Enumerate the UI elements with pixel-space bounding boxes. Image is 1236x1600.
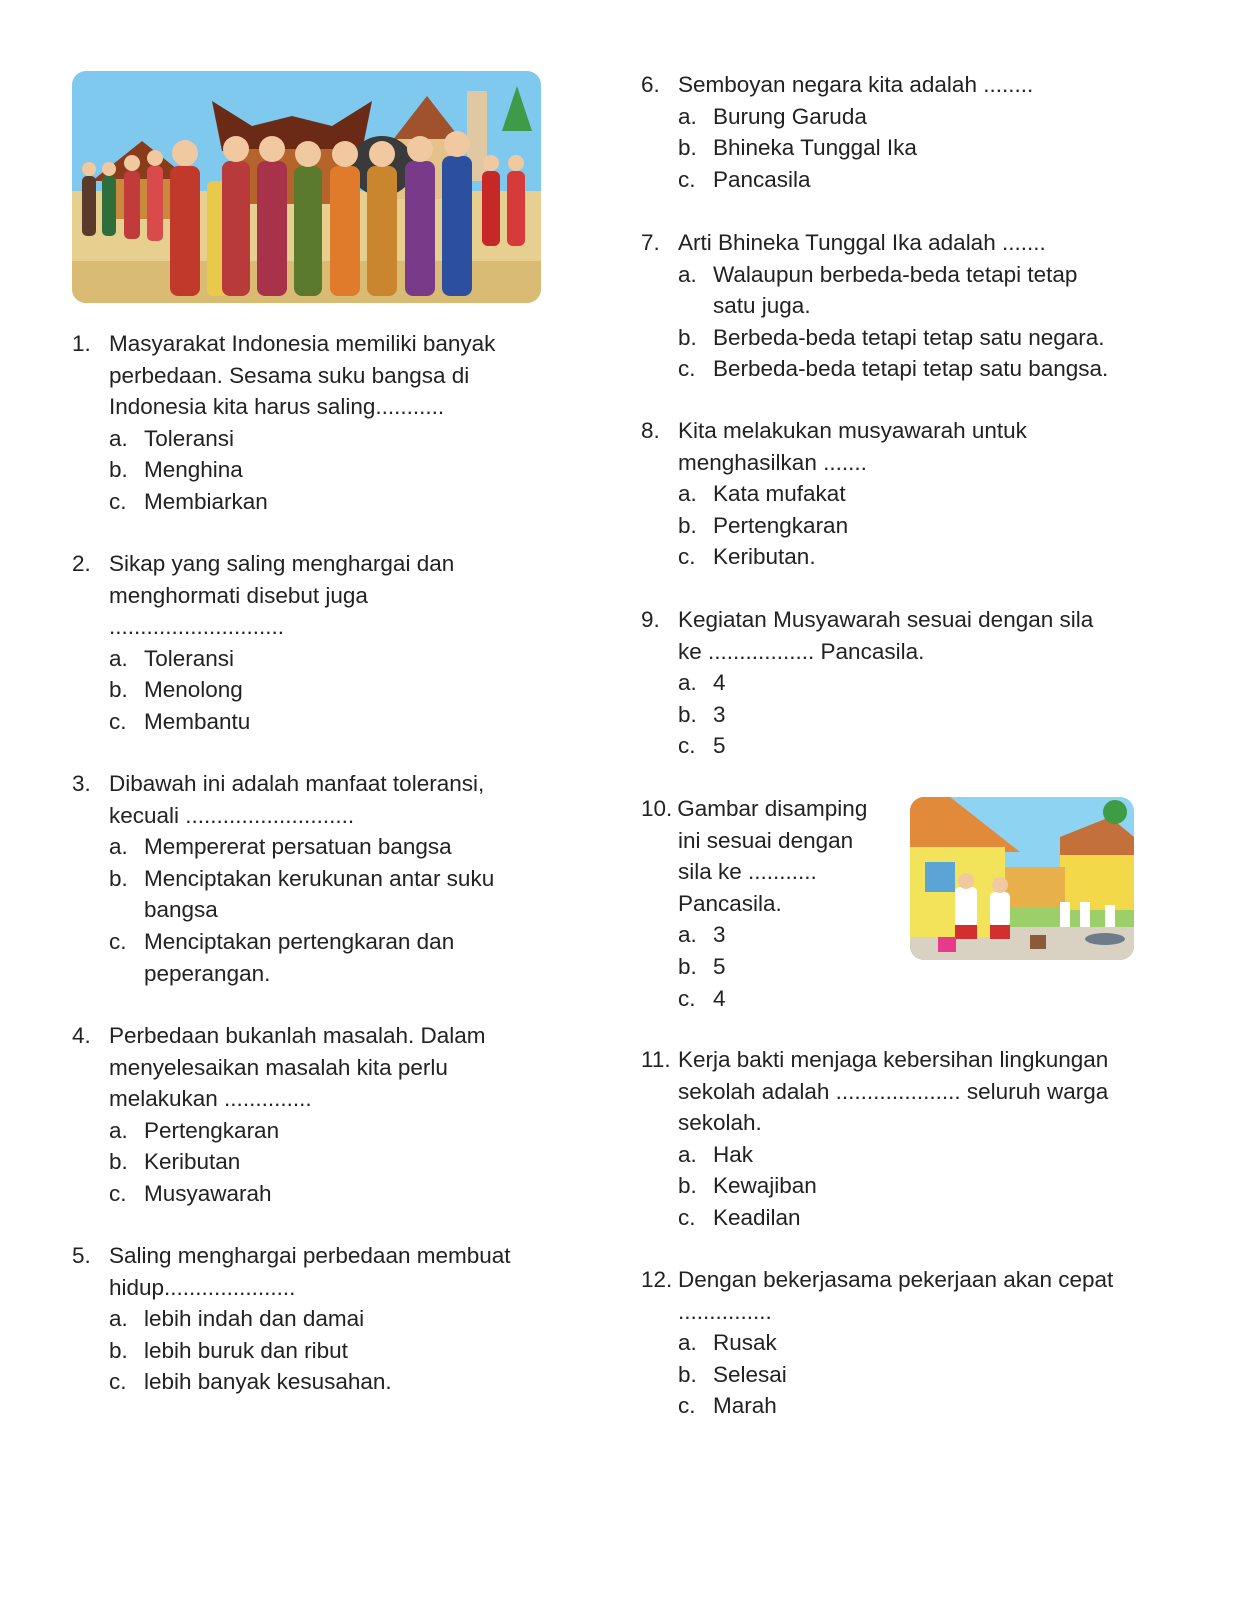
option-label: a. [678, 103, 697, 129]
option-label: a. [109, 1117, 128, 1143]
option-label: a. [678, 1330, 697, 1356]
option-text: Pertengkaran [713, 512, 849, 538]
option-label: c. [678, 1204, 696, 1230]
question-text: melakukan .............. [109, 1086, 312, 1112]
question-text: Sikap yang saling menghargai dan [109, 551, 455, 576]
option-text: Walaupun berbeda-beda tetapi tetap [713, 261, 1078, 287]
question-number: 6. [641, 72, 660, 97]
question-number: 7. [641, 230, 660, 255]
option-text: Menciptakan kerukunan antar suku [144, 865, 495, 891]
option-text: Pertengkaran [144, 1117, 280, 1143]
option-label: a. [109, 425, 128, 451]
option-text: Toleransi [144, 425, 235, 451]
option-label: c. [678, 356, 696, 382]
option-label: b. [678, 1173, 697, 1199]
option-label: a. [109, 645, 128, 671]
diversity-image [72, 71, 541, 303]
option-label: b. [109, 1337, 128, 1363]
question-text: Arti Bhineka Tunggal Ika adalah ....... [678, 230, 1046, 255]
option-label: c. [109, 488, 127, 514]
question-text: kecuali ........................... [109, 802, 355, 828]
school-cleaning-image [910, 797, 1134, 960]
question-text: Pancasila. [678, 890, 782, 916]
question-text: Kerja bakti menjaga kebersihan lingkungan [678, 1047, 1109, 1072]
question-text: sekolah. [678, 1110, 762, 1136]
question-text: menghasilkan ....... [678, 449, 867, 475]
question-number: 9. [641, 607, 660, 632]
question-text: Masyarakat Indonesia memiliki banyak [109, 331, 496, 356]
option-label: c. [678, 166, 696, 192]
option-text: 5 [713, 953, 726, 979]
question-text: ke ................. Pancasila. [678, 638, 925, 664]
option-text: 3 [713, 922, 726, 948]
option-text: 4 [713, 985, 726, 1011]
option-text-continued: peperangan. [144, 960, 271, 986]
option-text: Bhineka Tunggal Ika [713, 135, 917, 161]
option-label: a. [109, 1306, 128, 1332]
question-text: ............................ [109, 614, 285, 640]
question-number: 1. [72, 331, 91, 356]
option-label: b. [678, 512, 697, 538]
question-text: Perbedaan bukanlah masalah. Dalam [109, 1023, 486, 1048]
option-label: a. [678, 670, 697, 696]
option-label: b. [109, 1149, 128, 1175]
question-text: sila ke ........... [678, 859, 817, 885]
question-text: hidup..................... [109, 1274, 296, 1300]
option-label: c. [109, 1369, 127, 1395]
question-number: 3. [72, 771, 91, 796]
option-label: c. [678, 733, 696, 759]
question-text: menghormati disebut juga [109, 582, 368, 608]
question-number: 12. [641, 1267, 673, 1292]
question-text: ini sesuai dengan [678, 827, 854, 853]
option-text: Hak [713, 1141, 754, 1167]
option-label: b. [678, 701, 697, 727]
option-text: 5 [713, 733, 726, 759]
question-number: 11. [641, 1047, 671, 1072]
question-text: perbedaan. Sesama suku bangsa di [109, 362, 470, 388]
option-text: lebih indah dan damai [144, 1306, 365, 1332]
option-text: Keadilan [713, 1204, 801, 1230]
option-label: a. [678, 481, 697, 507]
option-text: lebih banyak kesusahan. [144, 1369, 392, 1395]
option-label: b. [109, 677, 128, 703]
option-text: Mempererat persatuan bangsa [144, 834, 452, 860]
illustration-indonesian-diversity [72, 71, 541, 303]
option-text: Pancasila [713, 166, 811, 192]
option-label: b. [678, 324, 697, 350]
option-label: a. [678, 922, 697, 948]
option-text-continued: bangsa [144, 897, 218, 923]
question-text: ............... [678, 1298, 772, 1324]
option-label: a. [678, 261, 697, 287]
option-label: b. [678, 953, 697, 979]
question-text: Dengan bekerjasama pekerjaan akan cepat [678, 1267, 1114, 1292]
option-text: Keributan [144, 1149, 241, 1175]
option-label: a. [678, 1141, 697, 1167]
option-text: Rusak [713, 1330, 777, 1356]
question-text: sekolah adalah .................... seluruh warga [678, 1078, 1109, 1104]
option-text-continued: satu juga. [713, 293, 811, 319]
option-text: Burung Garuda [713, 103, 867, 129]
option-text: Marah [713, 1393, 777, 1419]
option-label: c. [109, 708, 127, 734]
option-text: Menciptakan pertengkaran dan [144, 928, 455, 954]
option-text: 4 [713, 670, 726, 696]
question-number: 10. [641, 796, 673, 821]
option-text: Kata mufakat [713, 481, 846, 507]
question-number: 2. [72, 551, 91, 576]
option-text: Membantu [144, 708, 251, 734]
option-label: a. [109, 834, 128, 860]
option-text: Musyawarah [144, 1180, 272, 1206]
option-text: Menghina [144, 457, 243, 483]
option-label: b. [678, 135, 697, 161]
option-text: Selesai [713, 1361, 787, 1387]
question-text: Kegiatan Musyawarah sesuai dengan sila [678, 607, 1094, 632]
option-label: c. [678, 544, 696, 570]
question-text: Dibawah ini adalah manfaat toleransi, [109, 771, 485, 796]
option-label: c. [678, 985, 696, 1011]
question-text: Indonesia kita harus saling........... [109, 394, 445, 420]
option-text: Menolong [144, 677, 243, 703]
option-text: Berbeda-beda tetapi tetap satu bangsa. [713, 356, 1109, 382]
question-number: 5. [72, 1243, 91, 1268]
question-text: menyelesaikan masalah kita perlu [109, 1054, 448, 1080]
option-text: lebih buruk dan ribut [144, 1337, 348, 1363]
option-text: 3 [713, 701, 726, 727]
question-text: Semboyan negara kita adalah ........ [678, 72, 1034, 97]
option-text: Membiarkan [144, 488, 268, 514]
illustration-school-cleaning [910, 797, 1134, 960]
option-text: Toleransi [144, 645, 235, 671]
question-text: Saling menghargai perbedaan membuat [109, 1243, 511, 1268]
question-text: Kita melakukan musyawarah untuk [678, 418, 1027, 443]
option-label: c. [678, 1393, 696, 1419]
question-text: Gambar disamping [671, 796, 868, 821]
option-label: c. [109, 1180, 127, 1206]
option-text: Keributan. [713, 544, 816, 570]
option-text: Berbeda-beda tetapi tetap satu negara. [713, 324, 1105, 350]
question-number: 4. [72, 1023, 91, 1048]
option-text: Kewajiban [713, 1173, 817, 1199]
option-label: b. [109, 865, 128, 891]
question-number: 8. [641, 418, 660, 443]
option-label: b. [109, 457, 128, 483]
option-label: b. [678, 1361, 697, 1387]
option-label: c. [109, 928, 127, 954]
